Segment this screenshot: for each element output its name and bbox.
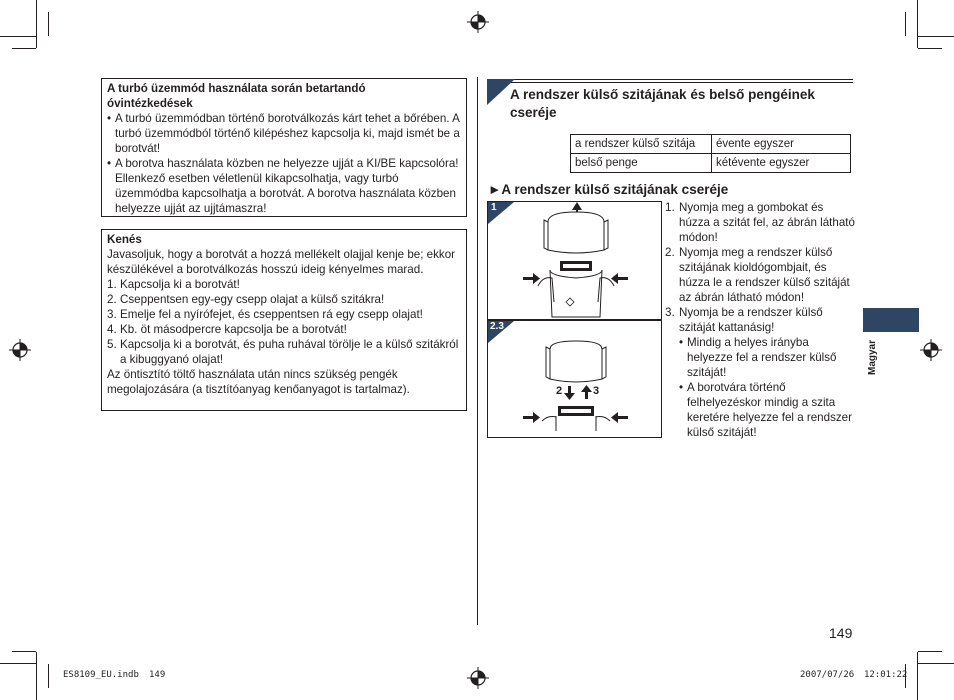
crop-mark [48, 12, 49, 36]
lubrication-box [101, 229, 467, 411]
figure-label: 2.3 [490, 321, 504, 332]
figure-step-2-3 [487, 320, 662, 438]
step-number: 5. [107, 338, 117, 351]
section-title: A rendszer külső szitájának és belső pengéinek cseréje [510, 87, 815, 120]
lubrication-step [107, 292, 461, 307]
page-number: 149 [829, 625, 853, 641]
turbo-caution-box [101, 78, 467, 217]
figure-step-number: 2 [556, 385, 563, 397]
table-cell: évente egyszer [712, 135, 851, 154]
table-cell: kétévente egyszer [712, 154, 851, 173]
lubrication-title: Kenés [107, 233, 142, 246]
crop-mark [917, 652, 918, 700]
instruction-sub-bullet: • A borotvára történő felhelyezéskor mindig a szita keretére helyezze fel a rendszer külső szitáját! [665, 380, 855, 440]
step-number: 3. [665, 306, 675, 319]
lubrication-step [107, 277, 461, 292]
crop-mark [0, 36, 36, 37]
figure-step-number: 3 [593, 385, 600, 397]
crop-mark [48, 664, 49, 688]
lubrication-step [107, 337, 461, 367]
crop-mark [905, 12, 906, 36]
crop-mark [36, 652, 37, 700]
subsection-title: ►A rendszer külső szitájának cseréje [488, 182, 729, 197]
foil-replacement-steps [665, 200, 855, 440]
step-text: Kb. öt másodpercre kapcsolja be a borotvát! [120, 323, 347, 336]
instruction-step [665, 245, 855, 305]
step-text: Kapcsolja ki a borotvát, és puha ruhával törölje le a külső szitákról a kibuggyanó olajat! [120, 338, 459, 366]
table-row [571, 135, 851, 154]
instruction-step [665, 200, 855, 245]
footer-file: ES8109_EU.indb [63, 670, 139, 680]
table-cell: a rendszer külső szitája [571, 135, 712, 154]
crop-mark [0, 663, 36, 664]
lubrication-step [107, 322, 461, 337]
step-text: Nyomja meg a gombokat és húzza a szitát fel, az ábrán látható módon! [679, 201, 855, 244]
instruction-sub-bullet: • Mindig a helyes irányba helyezze fel a rendszer külső szitáját! [665, 335, 855, 380]
step-number: 1. [107, 278, 117, 291]
crop-mark [917, 0, 918, 48]
crop-mark [12, 651, 36, 652]
turbo-caution-bullet: • A turbó üzemmódban történő borotválkozás kárt tehet a bőrében. A turbó üzemmódból történő kilépéshez kapcsolja ki, majd ismét be a borotvát! [107, 111, 461, 156]
language-tab [863, 308, 919, 332]
footer-date: 2007/07/26 [800, 670, 855, 680]
crop-mark [918, 651, 942, 652]
crop-mark [918, 663, 954, 664]
step-number: 4. [107, 323, 117, 336]
table-cell: belső penge [571, 154, 712, 173]
step-number: 2. [665, 246, 675, 259]
registration-mark-icon [467, 11, 489, 33]
turbo-caution-title: A turbó üzemmód használata során betartandó óvintézkedések [107, 82, 366, 110]
step-text: Nyomja meg a rendszer külső szitájának kioldógombjait, és húzza le a rendszer külső szitáját az ábrán látható módon! [679, 246, 850, 304]
footer-page: 149 [149, 670, 166, 680]
registration-mark-icon [920, 339, 942, 361]
registration-mark-icon [9, 339, 31, 361]
instruction-step [665, 305, 855, 335]
figure-step-1 [487, 201, 662, 320]
step-text: Nyomja be a rendszer külső szitáját kattanásig! [679, 306, 823, 334]
footer-time: 12:01:22 [864, 670, 908, 680]
lubrication-outro: Az öntisztító töltő használata után nincs szükség pengék megolajozására (a tisztítóanyag kenőanyagot is tartalmaz). [107, 368, 410, 396]
step-text: Emelje fel a nyírófejet, és cseppentsen rá egy csepp olajat! [120, 308, 423, 321]
step-text: Kapcsolja ki a borotvát! [120, 278, 240, 291]
replacement-schedule-table [570, 134, 851, 173]
crop-mark [36, 0, 37, 48]
crop-mark [918, 36, 954, 37]
lubrication-intro: Javasoljuk, hogy a borotvát a hozzá mellékelt olajjal kenje be; ekkor készülékével a borotválkozás hosszú ideig kényelmes marad. [107, 248, 456, 276]
turbo-caution-bullet: • A borotva használata közben ne helyezze ujját a KI/BE kapcsolóra! Ellenkező esetben véletlenül kikapcsolhatja, vagy turbó üzemmódba kapcsolhatja a borotvát. A borotva használata közben helyezze ujját az ujjtámaszra! [107, 156, 461, 216]
crop-mark [12, 48, 36, 49]
crop-mark [918, 48, 942, 49]
figure-label: 1 [491, 202, 497, 213]
shaver-head-removal-illustration [488, 202, 663, 321]
step-number: 3. [107, 308, 117, 321]
step-number: 2. [107, 293, 117, 306]
language-label: Magyar [867, 339, 878, 375]
step-number: 1. [665, 201, 675, 214]
step-text: Cseppentsen egy-egy csepp olajat a külső szitákra! [120, 293, 385, 306]
section-header-rule [487, 82, 853, 83]
section-header-rule [487, 79, 853, 80]
column-divider [477, 77, 478, 625]
table-row [571, 154, 851, 173]
lubrication-step [107, 307, 461, 322]
registration-mark-icon [467, 667, 489, 689]
outer-foil-replacement-illustration [488, 321, 663, 439]
